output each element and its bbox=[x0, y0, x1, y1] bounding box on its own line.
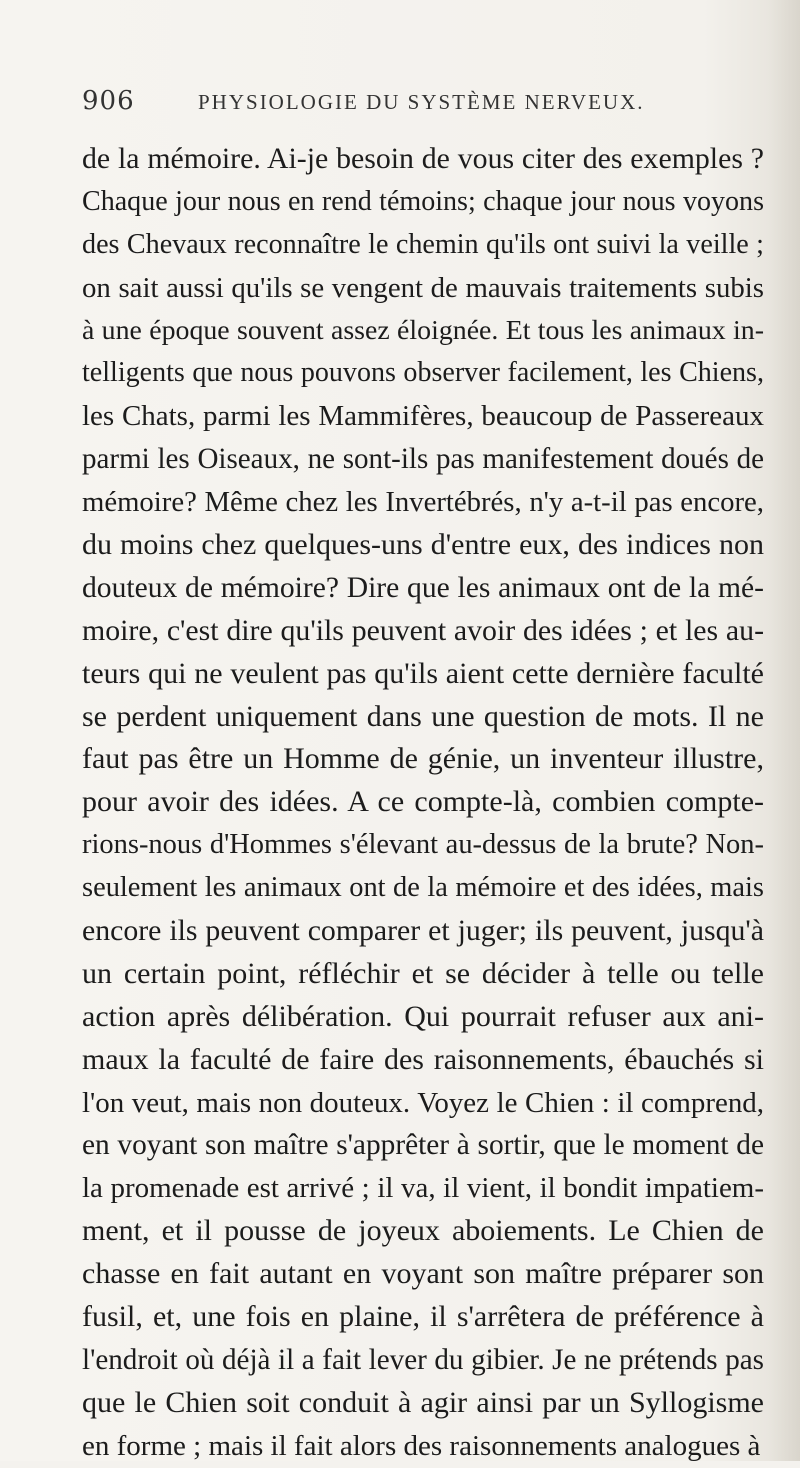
text-line: faut pas être un Homme de génie, un inventeur illustre, bbox=[82, 742, 764, 776]
page-header bbox=[82, 86, 742, 126]
text-line: Chaque jour nous en rend témoins; chaque jour nous voyons bbox=[82, 185, 764, 217]
text-line: parmi les Oiseaux, ne sont-ils pas manifestement doués de bbox=[82, 443, 764, 476]
text-line: un certain point, réfléchir et se décider à telle ou telle bbox=[82, 956, 764, 990]
text-line: maux la faculté de faire des raisonnements, ébauchés si bbox=[82, 1042, 764, 1076]
text-line: action après délibération. Qui pourrait refuser aux ani- bbox=[82, 999, 764, 1033]
text-line: en voyant son maître s'apprêter à sortir, que le moment de bbox=[82, 1129, 764, 1162]
text-line: on sait aussi qu'ils se vengent de mauvais traitements subis bbox=[82, 271, 764, 304]
running-title: PHYSIOLOGIE DU SYSTÈME NERVEUX. bbox=[198, 90, 645, 114]
text-line: de la mémoire. Ai-je besoin de vous citer des exemples ? bbox=[82, 142, 764, 175]
text-line: moire, c'est dire qu'ils peuvent avoir des idées ; et les au- bbox=[82, 613, 764, 647]
text-line: ment, et il pousse de joyeux aboiements. Le Chien de bbox=[82, 1214, 764, 1248]
text-line: l'on veut, mais non douteux. Voyez le Chien : il comprend, bbox=[82, 1086, 764, 1119]
text-line: encore ils peuvent comparer et juger; ils peuvent, jusqu'à bbox=[82, 914, 764, 948]
text-line: l'endroit où déjà il a fait lever du gibier. Je ne prétends pas bbox=[82, 1343, 764, 1376]
text-line: la promenade est arrivé ; il va, il vient, il bondit impatiem- bbox=[82, 1172, 764, 1205]
text-line: se perdent uniquement dans une question de mots. Il ne bbox=[82, 699, 764, 733]
text-line: telligents que nous pouvons observer facilement, les Chiens, bbox=[82, 357, 764, 389]
text-line: fusil, et, une fois en plaine, il s'arrêtera de préférence à bbox=[82, 1300, 764, 1334]
page-number: 906 bbox=[82, 86, 135, 116]
text-line: en forme ; mais il fait alors des raisonnements analogues à bbox=[82, 1429, 761, 1462]
text-line: mémoire? Même chez les Invertébrés, n'y a-t-il pas encore, bbox=[82, 486, 764, 519]
text-line: seulement les animaux ont de la mémoire et des idées, mais bbox=[82, 872, 764, 904]
body-text bbox=[82, 138, 764, 1468]
text-line: à une époque souvent assez éloignée. Et tous les animaux in- bbox=[82, 314, 764, 346]
text-line: les Chats, parmi les Mammifères, beaucoup de Passereaux bbox=[82, 400, 764, 433]
text-line: rions-nous d'Hommes s'élevant au-dessus de la brute? Non- bbox=[82, 829, 764, 861]
text-line: teurs qui ne veulent pas qu'ils aient cette dernière faculté bbox=[82, 656, 764, 690]
text-line: douteux de mémoire? Dire que les animaux ont de la mé- bbox=[82, 571, 764, 604]
text-line: que le Chien soit conduit à agir ainsi par un Syllogisme bbox=[82, 1385, 764, 1419]
text-line: chasse en fait autant en voyant son maître préparer son bbox=[82, 1257, 764, 1291]
text-line: du moins chez quelques-uns d'entre eux, des indices non bbox=[82, 528, 764, 562]
text-line: pour avoir des idées. A ce compte-là, combien compte- bbox=[82, 785, 764, 819]
text-line: des Chevaux reconnaître le chemin qu'ils ont suivi la veille ; bbox=[82, 228, 764, 260]
